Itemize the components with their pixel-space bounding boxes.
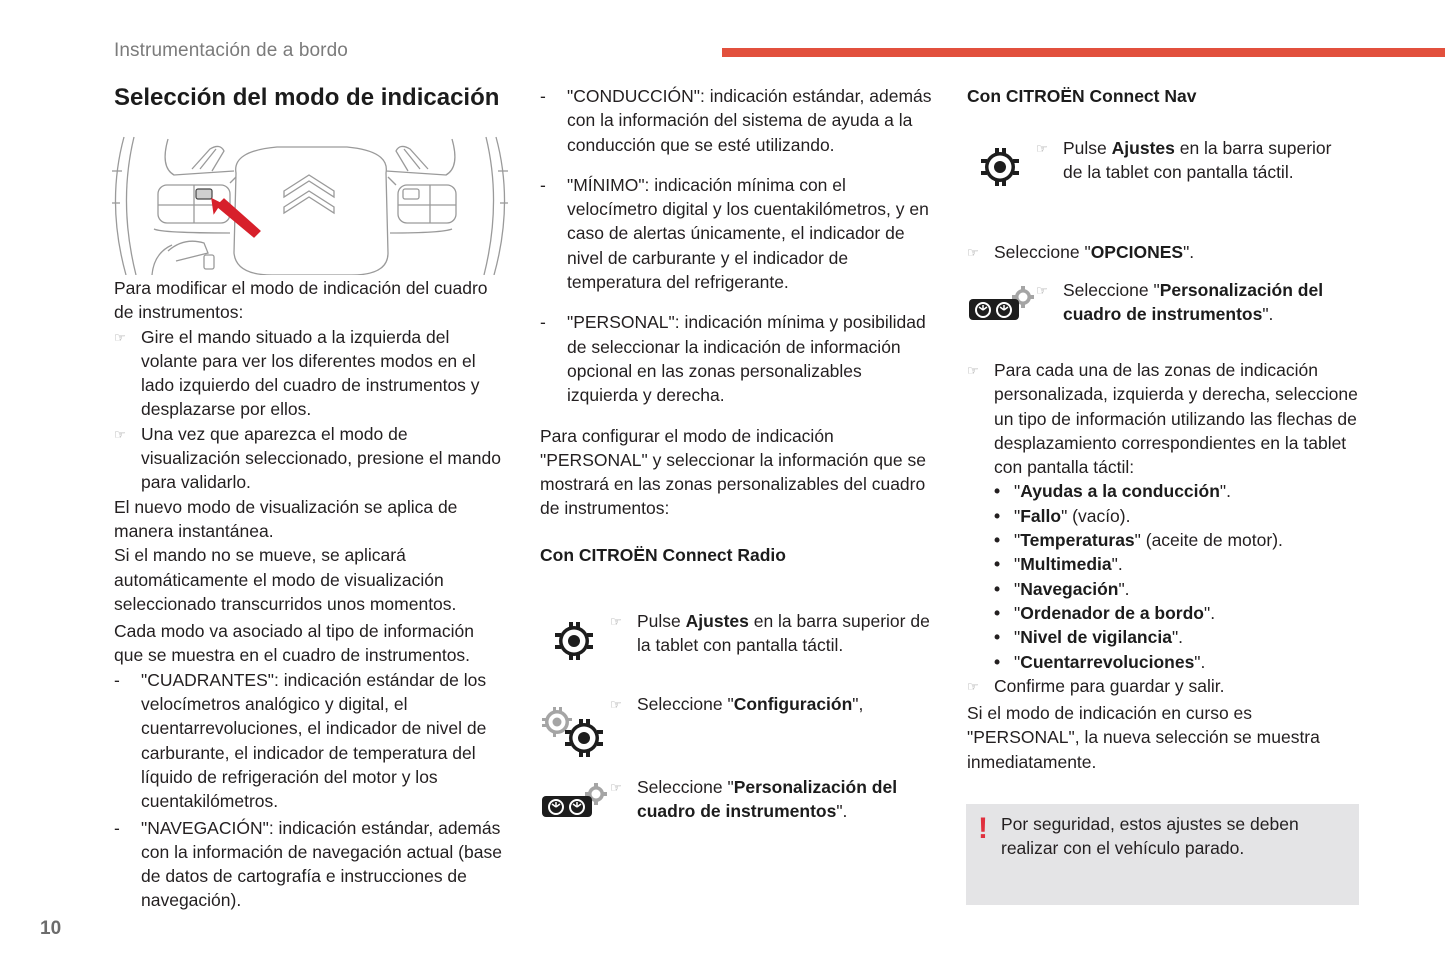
step-item: [610, 775, 930, 824]
pointing-hand-icon: ☞: [967, 245, 979, 260]
step-text: Pulse: [637, 611, 686, 631]
step-text: Seleccione ": [637, 694, 734, 714]
list-item: [994, 601, 1359, 625]
exclamation-warning-icon: !: [978, 812, 988, 845]
radio-step-1: [610, 609, 930, 658]
dash-marker: -: [114, 669, 120, 690]
dash-marker: -: [540, 174, 546, 195]
pointing-hand-icon: ☞: [1036, 141, 1048, 156]
step-item: [967, 674, 1359, 698]
pointing-hand-icon: ☞: [114, 329, 126, 345]
instrument-panel-settings-icon: [541, 782, 609, 825]
step-emphasis: Ajustes: [1111, 138, 1175, 158]
nav-step-2: [967, 240, 1359, 264]
mode-text: "CONDUCCIÓN": indicación estándar, además con la información del sistema de ayuda a la conducción que se esté utilizando.: [567, 86, 932, 155]
bullet-marker: •: [994, 530, 1001, 551]
step-text: Seleccione ": [637, 777, 734, 797]
step-text: Una vez que aparezca el modo de visualización seleccionado, presione el mando para validarlo.: [141, 423, 501, 493]
bullet-marker: •: [994, 554, 1001, 575]
step-emphasis: Personalización del cuadro de instrumentos: [637, 777, 898, 822]
mode-item: [540, 310, 932, 407]
paragraph: Cada modo va asociado al tipo de información que se muestra en el cuadro de instrumentos.: [114, 621, 474, 666]
settings-gear-icon: [553, 621, 595, 666]
mode-text: "PERSONAL": indicación mínima y posibilidad de seleccionar la indicación de información opcional en las zonas personalizables izquierda y derecha.: [567, 312, 926, 406]
step-emphasis: Configuración: [733, 694, 853, 714]
quote-mark: ": [1014, 651, 1021, 672]
option-label: Navegación: [1020, 578, 1119, 599]
settings-gear-icon: [979, 147, 1021, 192]
step-text: en la barra superior de la tablet con pantalla táctil.: [637, 611, 930, 656]
mode-text: "NAVEGACIÓN": indicación estándar, además con la información de navegación actual (base de datos de cartografía e instrucciones de navegación).: [141, 817, 502, 911]
configuration-gears-icon: [541, 704, 607, 765]
radio-step-3: [610, 775, 930, 824]
step-item: [610, 692, 930, 716]
list-item: [994, 577, 1359, 601]
zones-section: [967, 358, 1359, 774]
steering-wheel-illustration: [112, 133, 508, 275]
step-text: ".: [1183, 242, 1195, 262]
step-text: Confirme para guardar y salir.: [994, 675, 1225, 696]
bullet-marker: •: [994, 602, 1001, 623]
step-text: Pulse: [1063, 138, 1112, 158]
closing-paragraph: Si el modo de indicación en curso es "PERSONAL", la nueva selección se muestra inmediatamente.: [967, 703, 1320, 772]
list-item: [994, 625, 1359, 649]
option-label: Nivel de vigilancia: [1020, 627, 1172, 648]
option-suffix: " (aceite de motor).: [1134, 530, 1283, 551]
dash-marker: -: [540, 86, 546, 106]
step-text: ".: [1262, 304, 1274, 325]
step-emphasis: Ajustes: [685, 611, 749, 631]
bullet-marker: •: [994, 627, 1001, 648]
option-suffix: ".: [1194, 651, 1206, 672]
mode-item: [114, 668, 504, 814]
bullet-marker: •: [994, 651, 1001, 672]
nav-heading: Con CITROËN Connect Nav: [967, 86, 1197, 106]
option-label: Temperaturas: [1020, 530, 1135, 551]
mode-item: [540, 84, 932, 157]
step-item: [610, 609, 930, 658]
list-item: [994, 650, 1359, 674]
nav-step-3: [1036, 278, 1351, 327]
pointing-hand-icon: ☞: [610, 780, 622, 795]
header-title: Instrumentación de a bordo: [114, 40, 348, 61]
bullet-marker: •: [994, 481, 1001, 502]
pointing-hand-icon: ☞: [610, 614, 622, 629]
option-suffix: ".: [1204, 602, 1216, 623]
option-suffix: ".: [1171, 627, 1184, 648]
pointing-hand-icon: ☞: [610, 697, 622, 712]
step-item: [1036, 278, 1351, 327]
option-suffix: " (vacío).: [1061, 505, 1131, 526]
radio-step-2: [610, 692, 930, 716]
warning-text: Por seguridad, estos ajustes se deben realizar con el vehículo parado.: [1001, 814, 1299, 859]
step-text: Seleccione ": [994, 242, 1091, 262]
quote-mark: ": [1014, 602, 1021, 623]
step-text: Para cada una de las zonas de indicación personalizada, izquierda y derecha, seleccione un tipo de información utilizando las flechas de desplazamiento correspondientes en la tablet con pantalla táctil:: [994, 360, 1358, 478]
middle-column: [540, 84, 932, 567]
option-label: Ordenador de a bordo: [1020, 602, 1204, 623]
list-item: [994, 504, 1359, 528]
pointing-hand-icon: ☞: [114, 426, 126, 442]
pointing-hand-icon: ☞: [967, 678, 979, 694]
bullet-marker: •: [994, 505, 1001, 526]
quote-mark: ": [1014, 530, 1021, 551]
step-text: Seleccione ": [1063, 280, 1160, 300]
paragraph: Si el mando no se mueve, se aplicará automáticamente el modo de visualización seleccionado transcurridos unos momentos.: [114, 545, 457, 614]
pointing-hand-icon: ☞: [967, 363, 979, 378]
step-item: [114, 325, 504, 422]
quote-mark: ": [1014, 554, 1021, 575]
info-options-list: [994, 479, 1359, 673]
option-suffix: ".: [1111, 554, 1123, 575]
step-item: [1036, 136, 1346, 185]
list-item: [994, 479, 1359, 503]
step-emphasis: OPCIONES: [1090, 242, 1184, 262]
mode-item: [114, 816, 504, 913]
option-label: Multimedia: [1020, 554, 1112, 575]
quote-mark: ": [1014, 481, 1021, 502]
nav-step-1: [1036, 136, 1346, 185]
warning-box: [966, 804, 1359, 905]
option-label: Ayudas a la conducción: [1020, 481, 1220, 502]
step-text: Gire el mando situado a la izquierda del volante para ver los diferentes modos en el lado izquierdo del cuadro de instrumentos y desplazarse por ellos.: [141, 326, 480, 420]
list-item: [994, 528, 1359, 552]
step-text: ".: [836, 801, 848, 822]
step-item: [967, 358, 1359, 674]
pointing-hand-icon: ☞: [1036, 283, 1048, 298]
header-accent-bar: [722, 48, 1445, 57]
mode-text: "CUADRANTES": indicación estándar de los velocímetros analógico y digital, el cuentarrevoluciones, el indicador de nivel de carburante, el indicador de temperatura del líquido de refrigeración del motor y los cuentakilómetros.: [141, 669, 487, 812]
step-emphasis: Personalización del cuadro de instrumentos: [1063, 280, 1324, 325]
step-item: [967, 240, 1359, 264]
paragraph: El nuevo modo de visualización se aplica de manera instantánea.: [114, 496, 458, 541]
step-text: ",: [852, 694, 864, 714]
config-intro: Para configurar el modo de indicación "PERSONAL" y seleccionar la información que se mostrará en las zonas personalizables del cuadro de instrumentos:: [540, 425, 926, 519]
radio-heading: Con CITROËN Connect Radio: [540, 544, 786, 565]
mode-item: [540, 173, 932, 294]
quote-mark: ": [1014, 505, 1021, 526]
step-text: en la barra superior de la tablet con pantalla táctil.: [1063, 138, 1332, 183]
dash-marker: -: [114, 817, 120, 838]
step-item: [114, 422, 504, 495]
option-label: Cuentarrevoluciones: [1020, 651, 1195, 672]
list-item: [994, 552, 1359, 576]
dash-marker: -: [540, 312, 546, 333]
quote-mark: ": [1014, 627, 1021, 648]
option-suffix: ".: [1219, 481, 1231, 502]
page-number: 10: [40, 918, 62, 939]
bullet-marker: •: [994, 578, 1001, 599]
option-suffix: ".: [1118, 578, 1130, 599]
section-title: Selección del modo de indicación: [114, 84, 500, 111]
option-label: Fallo: [1020, 505, 1062, 526]
intro-text: Para modificar el modo de indicación del cuadro de instrumentos:: [114, 278, 488, 323]
right-column-heading: [967, 84, 1359, 108]
quote-mark: ": [1014, 578, 1021, 599]
mode-text: "MÍNIMO": indicación mínima con el velocímetro digital y los cuentakilómetros, y en caso de alertas únicamente, el indicador de nivel de carburante y el indicador de temperatura del refrigerante.: [567, 174, 929, 293]
left-column: [114, 276, 504, 913]
instrument-panel-settings-icon: [968, 285, 1036, 328]
